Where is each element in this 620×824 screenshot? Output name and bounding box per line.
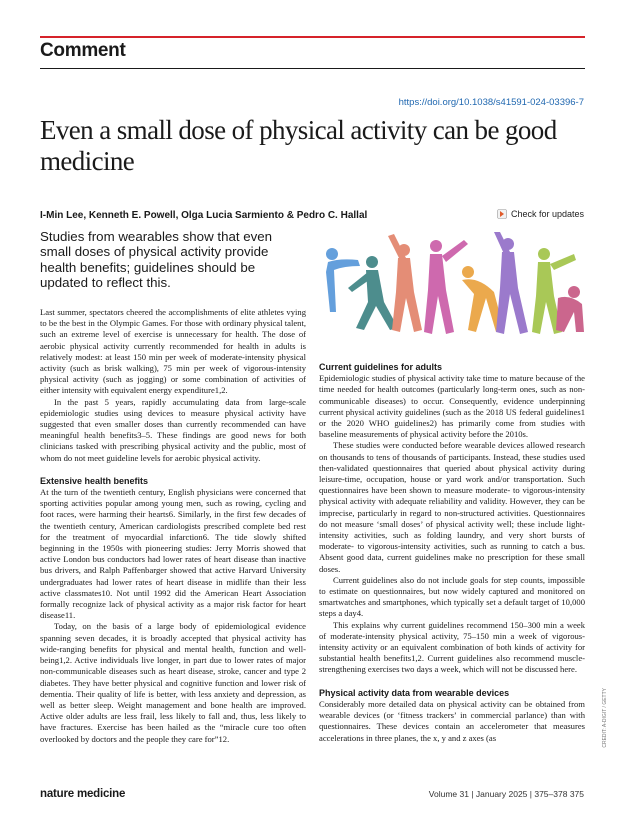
check-updates-label: Check for updates bbox=[510, 209, 584, 219]
paragraph: Epidemiologic studies of physical activity take time to mature because of the time needed for health outcomes (particularly long-term ones, such as non-communicable diseases) to occur. Consequently, evidence underpinning current physical activity guidelines (such as the 2018 US federal guidelines1 or the 2020 WHO guidelines2) has primarily come from studies with baseline measurements of physical activity before the 2010s. bbox=[319, 373, 585, 440]
accent-rule bbox=[40, 36, 585, 38]
paragraph: Current guidelines also do not include goals for step counts, impossible to estimate on questionnaires, but now widely captured and monitored on smartwatches and smartphones, which typically set a default target of 10,000 steps a day4. bbox=[319, 574, 585, 619]
section-heading: Physical activity data from wearable devices bbox=[319, 687, 510, 698]
page-number: 375 bbox=[569, 789, 584, 799]
section-label: Comment bbox=[40, 40, 126, 61]
paragraph: Today, on the basis of a large body of epidemiological evidence spanning seven decades, it is broadly accepted that physical activity has wide-ranging benefits for physical and mental health, function and well-being1,2. Active individuals live longer, in part due to lower rates of major non-communicable diseases such as heart disease, stroke, cancer and type 2 diabetes. They have better physical and cognitive function and lower risk of dementia. Their quality of life is better, with less anxiety and depression, as well as better sleep. Weight management and bone health are improved. Active older adults are less frail, less likely to fall and, thus, less likely to have fractures. Exercise has been hailed as the “miracle cure too often overlooked by doctors and the people they care for”12. bbox=[40, 621, 306, 744]
paragraph: In the past 5 years, rapidly accumulating data from large-scale epidemiologic studies using devices to measure physical activity have suggested that even smaller doses than currently recommended can have meaningful health benefits3–5. These findings are good news for both clinicians tasked with prescribing physical activity and the public, most of whom do not meet guideline levels for aerobic physical activity. bbox=[40, 396, 306, 463]
paragraph: These studies were conducted before wearable devices allowed research on thousands to tens of thousands of participants. Instead, these studies used then-validated questionnaires that queried about physical activity during leisure-time, occupation, house or yard work and/or transportation. Such questionnaires have been shown to measure moderate- to vigorous-intensity physical activity with adequate reliability and validity. However, they can be imprecise, particularly in regard to non-structured activities. Questionnaires do not measure ‘small doses’ of physical activity well; these include light-intensity activities, such as folding laundry, and very short bursts of moderate- to vigorous-intensity activities, such as running to catch a bus. Absent good data, current guidelines make no prescription for these small doses. bbox=[319, 440, 585, 574]
doi-link[interactable]: https://doi.org/10.1038/s41591-024-03396-7 bbox=[398, 97, 584, 108]
volume-info bbox=[429, 789, 584, 799]
body-column-right bbox=[319, 362, 585, 744]
author-list: I-Min Lee, Kenneth E. Powell, Olga Lucia Sarmiento & Pedro C. Hallal bbox=[40, 210, 368, 221]
body-column-left bbox=[40, 307, 306, 745]
section-divider bbox=[40, 68, 585, 69]
figure-6 bbox=[494, 232, 528, 334]
paragraph: Considerably more detailed data on physical activity can be obtained from wearable devices (or ‘fitness trackers’ in commercial parlance) than with questionnaires. These devices contain an accelerometer that measures accelerations in three planes, the x, y and z axes (as bbox=[319, 698, 585, 743]
section-heading: Extensive health benefits bbox=[40, 475, 149, 486]
journal-name: nature medicine bbox=[40, 788, 126, 800]
section-heading: Current guidelines for adults bbox=[319, 362, 443, 372]
paragraph: Last summer, spectators cheered the accomplishments of elite athletes vying to be the best in the Olympic Games. For those with ordinary physical talent, such an extreme level of exercise is unnecessary for health. The dose of aerobic physical activity currently recommended for health in adults is relatively modest: at least 150 min per week of moderate-intensity physical activity (such as brisk walking), 75 min per week of vigorous-intensity physical activity (such as jogging) or some combination of activities of either intensity with equivalent energy expenditure1,2. bbox=[40, 307, 306, 396]
article-title: Even a small dose of physical activity can be good medicine bbox=[40, 115, 557, 176]
figure-1 bbox=[326, 248, 360, 312]
check-updates-icon bbox=[497, 209, 507, 219]
volume-text: Volume 31 | January 2025 | 375–378 bbox=[428, 789, 568, 799]
standfirst: Studies from wearables show that even small doses of physical activity provide health benefits; guidelines should be updated to reflect this. bbox=[40, 229, 273, 291]
check-updates-button[interactable] bbox=[497, 209, 584, 219]
image-credit: CREDIT: A-DIGIT / GETTY bbox=[602, 688, 608, 748]
figure-2 bbox=[348, 256, 398, 330]
figure-4 bbox=[424, 240, 468, 334]
stretching-figures-illustration bbox=[318, 232, 586, 342]
paragraph: At the turn of the twentieth century, English physicians were concerned that sporting activities popular among young men, such as rowing, cycling and foot races, were harming their hearts6. Similarly, in the first few decades of the twentieth century, American cardiologists prescribed complete bed rest for the treatment of myocardial infarction6. The tide slowly shifted beginning in the 1950s with pioneering studies: Jerry Morris showed that active London bus conductors had lower rates of heart disease than inactive bus drivers, and Ralph Paffenbarger showed that active Harvard University undergraduates had lower rates of heart disease in midlife than their less active classmates10. Not until 1992 did the American Heart Association formally recognize lack of physical activity as a major risk factor for heart disease11. bbox=[40, 487, 306, 621]
figure-8 bbox=[556, 286, 584, 332]
figure-3 bbox=[388, 234, 422, 332]
paragraph: This explains why current guidelines recommend 150–300 min a week of moderate-intensity physical activity, 75–150 min a week of vigorous-intensity activity or an equivalent combination of both kinds of activity for substantial health benefits1,2. Current guidelines also recommend muscle-strengthening exercises two days a week, which will not be discussed here. bbox=[319, 619, 585, 675]
